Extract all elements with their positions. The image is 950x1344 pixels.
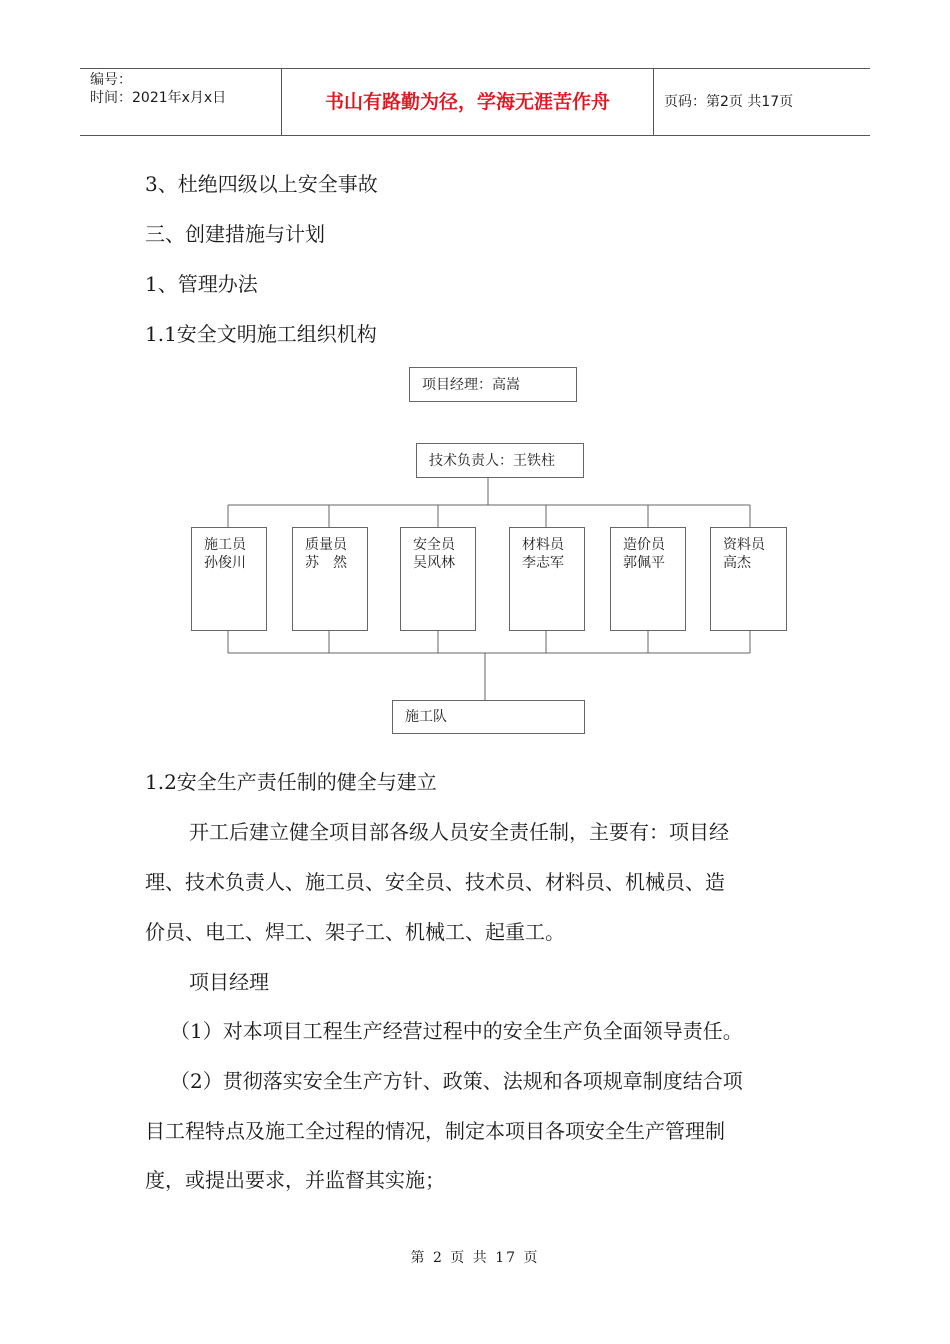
org-box-staff	[191, 527, 267, 631]
page-footer: 第 2 页 共 17 页	[410, 1250, 540, 1266]
staff-role: 材料员	[522, 537, 564, 553]
team-label: 施工队	[405, 709, 447, 725]
duty-1: （1）对本项目工程生产经营过程中的安全生产负全面领导责任。	[170, 1019, 743, 1043]
time-label: 时间：2021年x月x日	[90, 90, 227, 106]
goal-3: 3、杜绝四级以上安全事故	[145, 172, 378, 196]
staff-role: 安全员	[413, 537, 455, 553]
org-box-staff	[400, 527, 476, 631]
tech-lead-label: 技术负责人：王铁柱	[429, 453, 555, 469]
org-box-staff	[610, 527, 686, 631]
staff-role: 施工员	[204, 537, 246, 553]
subsection-1-heading: 1、管理办法	[145, 272, 258, 296]
intro-line-3: 价员、电工、焊工、架子工、机械工、起重工。	[145, 920, 565, 944]
org-box-staff	[710, 527, 787, 631]
staff-name: 郭佩平	[623, 555, 665, 571]
manager-label: 项目经理：高嵩	[422, 377, 520, 393]
header-page-info: 页码：第2页 共17页	[664, 94, 794, 110]
subsection-1-2-heading: 1.2安全生产责任制的健全与建立	[145, 770, 437, 794]
header-meta	[80, 69, 282, 135]
staff-role: 造价员	[623, 537, 665, 553]
staff-name: 高杰	[723, 555, 751, 571]
number-label: 编号：	[90, 72, 132, 88]
org-box-manager	[409, 367, 577, 402]
subsection-1-1-heading: 1.1安全文明施工组织机构	[145, 322, 377, 346]
intro-line-1: 开工后建立健全项目部各级人员安全责任制，主要有：项目经	[189, 820, 729, 844]
org-box-staff	[292, 527, 368, 631]
staff-name: 苏 然	[305, 555, 347, 571]
org-box-tech-lead	[416, 443, 584, 478]
staff-role: 质量员	[305, 537, 347, 553]
page-header	[80, 68, 870, 136]
org-box-staff	[509, 527, 585, 631]
duty-2-line-1: （2）贯彻落实安全生产方针、政策、法规和各项规章制度结合项	[170, 1069, 743, 1093]
staff-name: 李志军	[522, 555, 564, 571]
duty-2-line-2: 目工程特点及施工全过程的情况，制定本项目各项安全生产管理制	[145, 1119, 725, 1143]
staff-name: 孙俊川	[204, 555, 246, 571]
org-box-team	[392, 700, 585, 734]
staff-role: 资料员	[723, 537, 765, 553]
section-3-heading: 三、创建措施与计划	[145, 222, 325, 246]
duty-2-line-3: 度，或提出要求，并监督其实施；	[145, 1168, 445, 1192]
pm-heading: 项目经理	[189, 970, 269, 994]
intro-line-2: 理、技术负责人、施工员、安全员、技术员、材料员、机械员、造	[145, 870, 725, 894]
header-motto: 书山有路勤为径，学海无涯苦作舟	[282, 69, 654, 135]
staff-name: 吴风林	[413, 555, 455, 571]
